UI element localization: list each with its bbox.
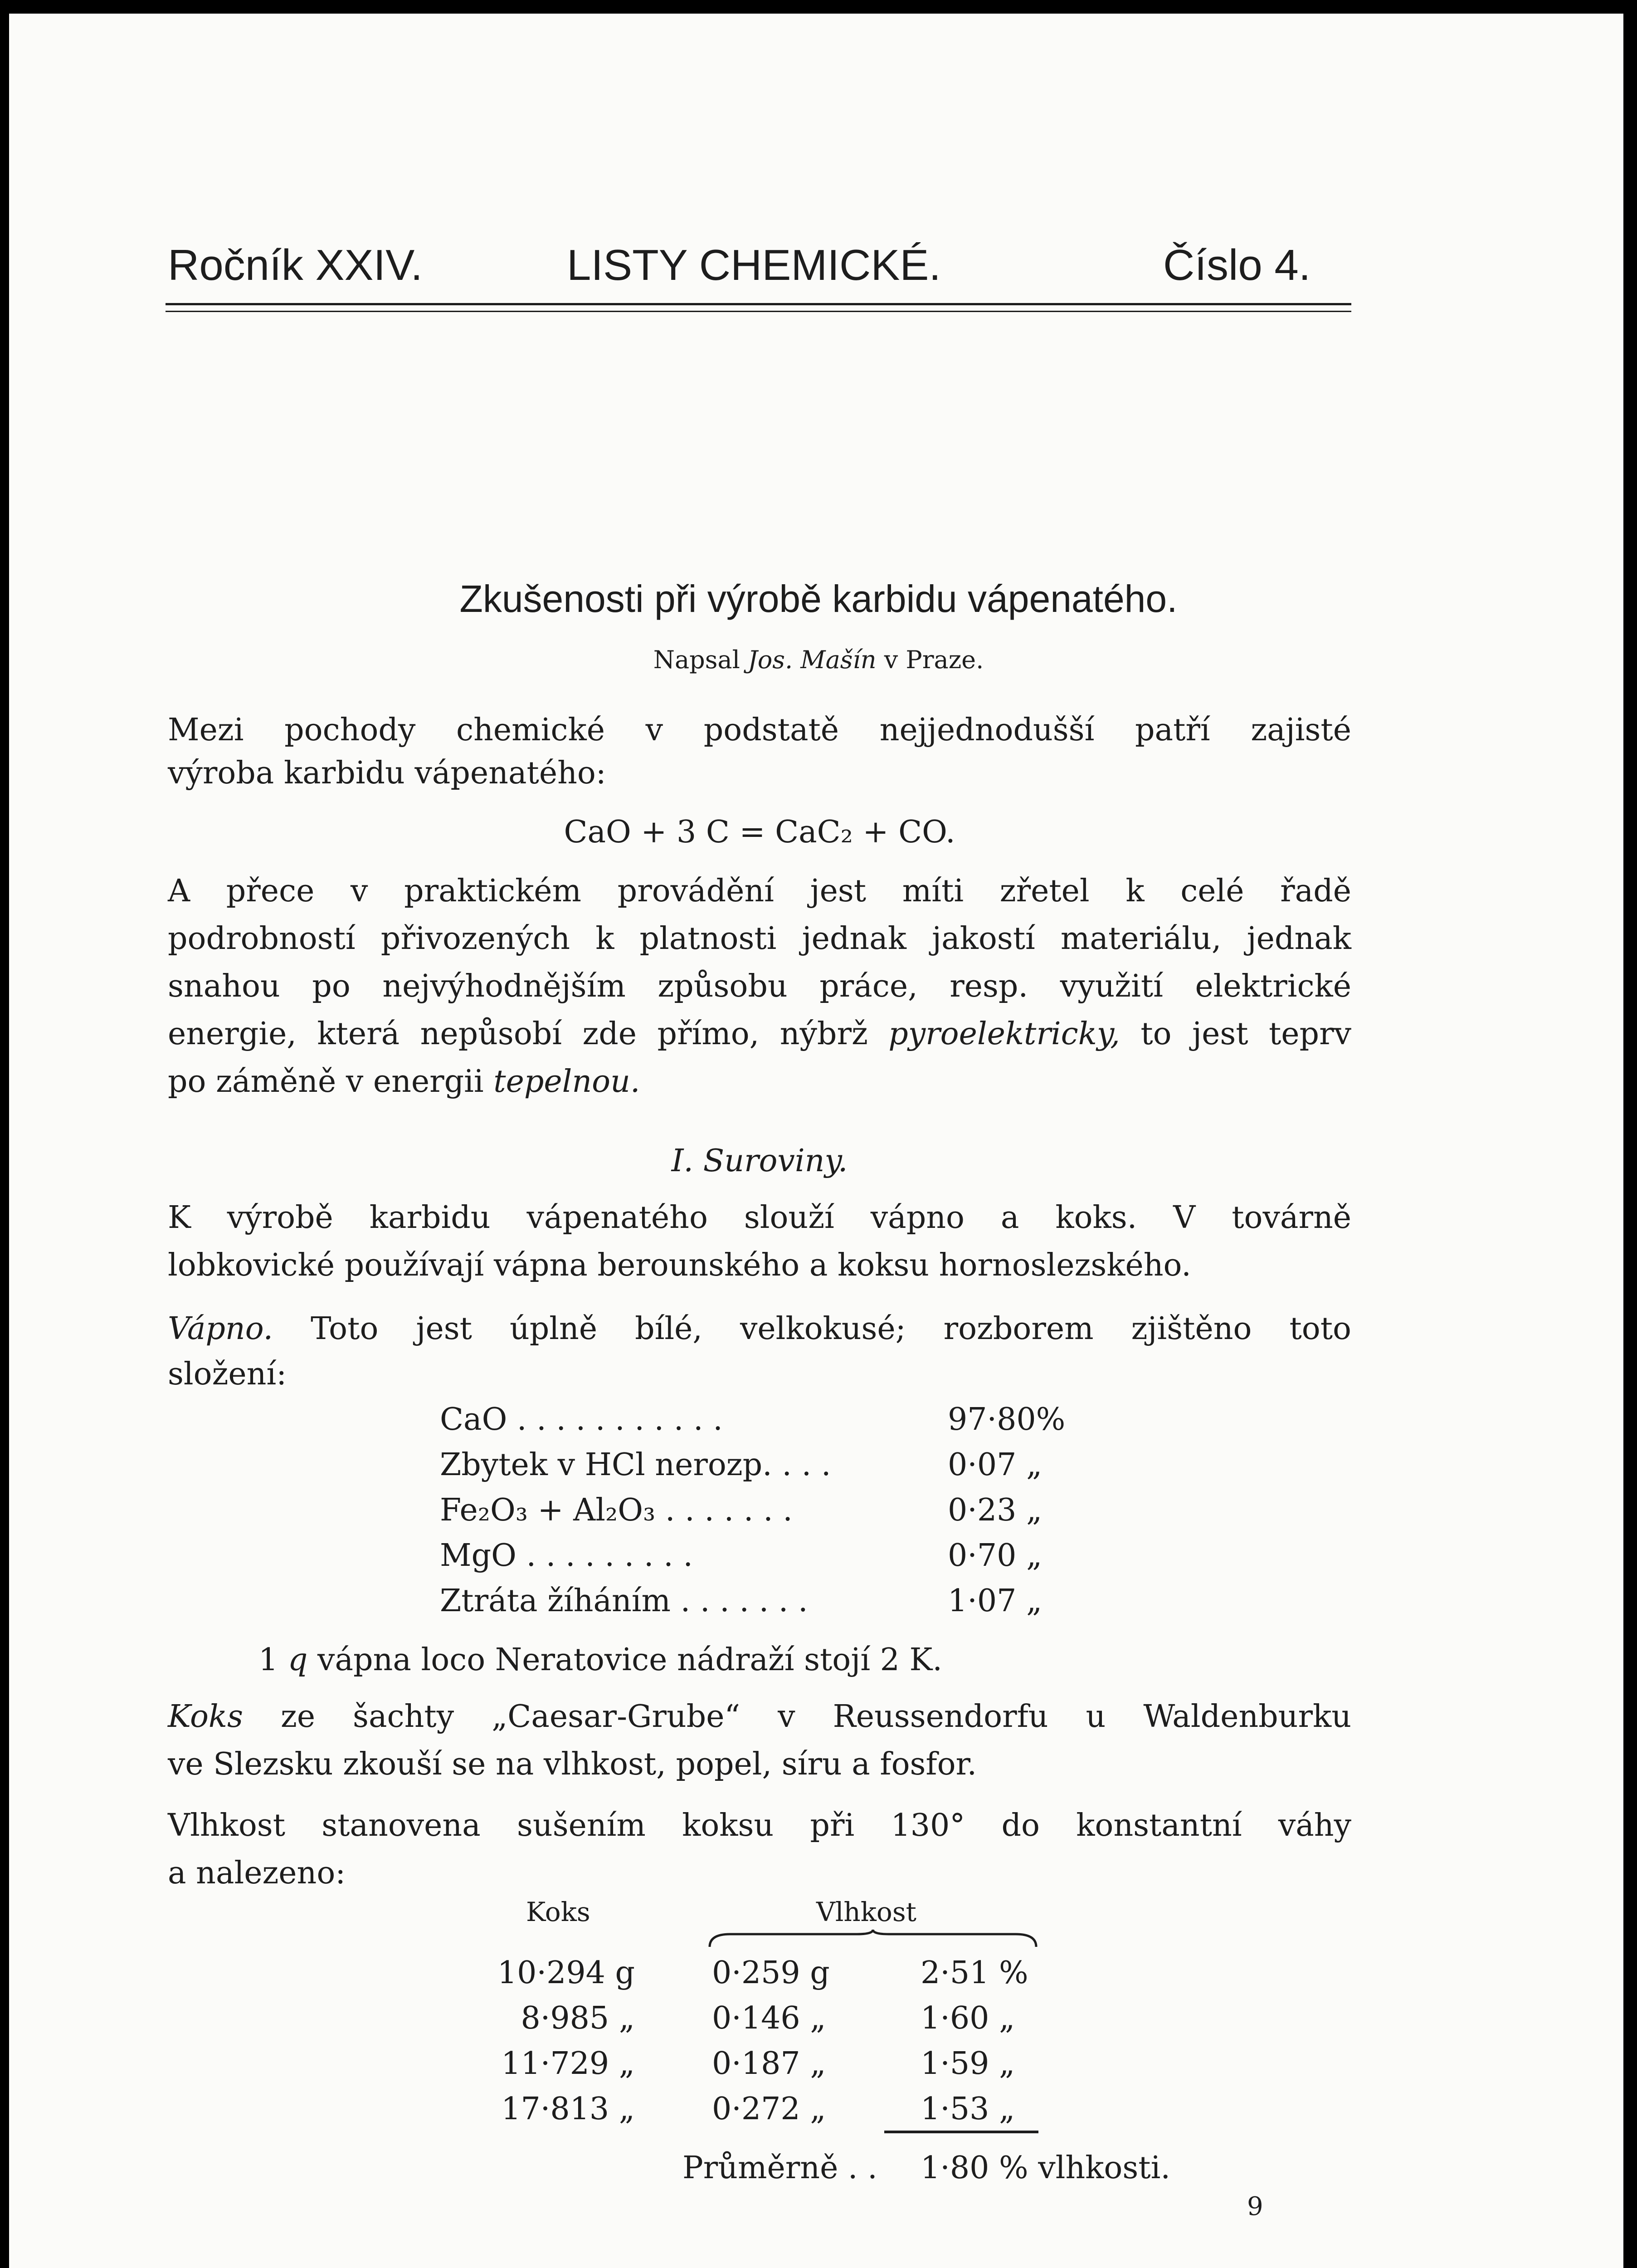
koks-cell: 10·294 g <box>497 1955 635 1991</box>
column-header-koks: Koks <box>526 1897 590 1927</box>
volume-label: Ročník XXIV. <box>168 241 423 289</box>
text-line: a nalezeno: <box>168 1855 346 1891</box>
vlhkost-g-cell: 0·259 g <box>712 1955 830 1991</box>
text-line: Koks ze šachty „Caesar-Grube“ v Reussendorfu u Waldenburku <box>168 1699 1351 1735</box>
composition-label: Zbytek v HCl nerozp. . . . <box>440 1447 831 1483</box>
koks-cell: 8·985 „ <box>521 2000 635 2036</box>
vlhkost-g-cell: 0·146 „ <box>712 2000 826 2036</box>
vlhkost-pct-cell: 1·60 „ <box>921 2000 1015 2036</box>
average-label: Průměrně . . <box>682 2150 877 2186</box>
average-row <box>0 2146 1637 2191</box>
text-line: energie, která nepůsobí zde přímo, nýbrž pyroelektricky, to jest teprv <box>168 1016 1351 1052</box>
section-heading: I. Suroviny. <box>671 1143 848 1179</box>
composition-label: MgO . . . . . . . . . <box>440 1538 693 1574</box>
vlhkost-pct-cell: 1·59 „ <box>921 2046 1015 2082</box>
vlhkost-g-cell: 0·272 „ <box>712 2091 826 2127</box>
issue-number: Číslo 4. <box>1163 241 1311 289</box>
composition-value: 0·07 „ <box>948 1447 1043 1483</box>
vlhkost-pct-cell: 1·53 „ <box>921 2091 1015 2127</box>
text-line: výroba karbidu vápenatého: <box>168 755 606 791</box>
koks-cell: 11·729 „ <box>501 2046 635 2082</box>
sum-rule <box>884 2131 1038 2133</box>
table-row <box>0 1996 1637 2041</box>
running-header <box>168 240 1351 290</box>
text-line: K výrobě karbidu vápenatého slouží vápno a koks. V továrně <box>168 1200 1351 1236</box>
table-row <box>0 2087 1637 2132</box>
text-line: ve Slezsku zkouší se na vlhkost, popel, síru a fosfor. <box>168 1746 977 1782</box>
text-line: Vápno. Toto jest úplně bílé, velkokusé; rozborem zjištěno toto <box>168 1311 1351 1347</box>
average-value: 1·80 % vlhkosti. <box>921 2150 1170 2186</box>
text-line: 1 q vápna loco Neratovice nádraží stojí 2 K. <box>258 1642 942 1678</box>
composition-value: 1·07 „ <box>948 1583 1043 1619</box>
page-number: 9 <box>1247 2192 1263 2221</box>
composition-value: 97·80% <box>948 1402 1066 1437</box>
composition-label: Ztráta žíháním . . . . . . . <box>440 1583 808 1619</box>
header-rule-top <box>166 303 1351 305</box>
text-line: Vlhkost stanovena sušením koksu při 130° do konstantní váhy <box>168 1808 1351 1843</box>
table-row <box>0 2041 1637 2087</box>
composition-label: Fe₂O₃ + Al₂O₃ . . . . . . . <box>440 1492 793 1528</box>
composition-value: 0·70 „ <box>948 1538 1043 1574</box>
author-line: Napsal Jos. Mašín v Praze. <box>653 645 984 674</box>
table-row <box>0 1950 1637 1996</box>
text-line: po záměně v energii tepelnou. <box>168 1064 640 1100</box>
table-header <box>0 1889 1637 1935</box>
vlhkost-g-cell: 0·187 „ <box>712 2046 826 2082</box>
vlhkost-pct-cell: 2·51 % <box>921 1955 1028 1991</box>
text-line: podrobností přivozených k platnosti jednak jakostí materiálu, jednak <box>168 921 1351 957</box>
text-line: složení: <box>168 1356 287 1392</box>
equation: CaO + 3 C = CaC₂ + CO. <box>564 814 955 850</box>
article-title: Zkušenosti při výrobě karbidu vápenatého. <box>459 577 1178 620</box>
text-line: A přece v praktickém provádění jest míti zřetel k celé řadě <box>168 873 1351 909</box>
vlhkost-brace <box>707 1929 1038 1951</box>
koks-cell: 17·813 „ <box>501 2091 635 2127</box>
text-line: lobkovické používají vápna berounského a koksu hornoslezského. <box>168 1247 1191 1283</box>
header-rule-bottom <box>166 311 1351 312</box>
text-line: snahou po nejvýhodnějším způsobu práce, resp. využití elektrické <box>168 968 1351 1004</box>
composition-value: 0·23 „ <box>948 1492 1043 1528</box>
column-header-vlhkost: Vlhkost <box>816 1897 916 1927</box>
text-line: Mezi pochody chemické v podstatě nejjednodušší patří zajisté <box>168 712 1351 748</box>
journal-title: LISTY CHEMICKÉ. <box>567 241 941 289</box>
author-name: Jos. Mašín <box>748 645 877 674</box>
composition-label: CaO . . . . . . . . . . . <box>440 1402 723 1437</box>
